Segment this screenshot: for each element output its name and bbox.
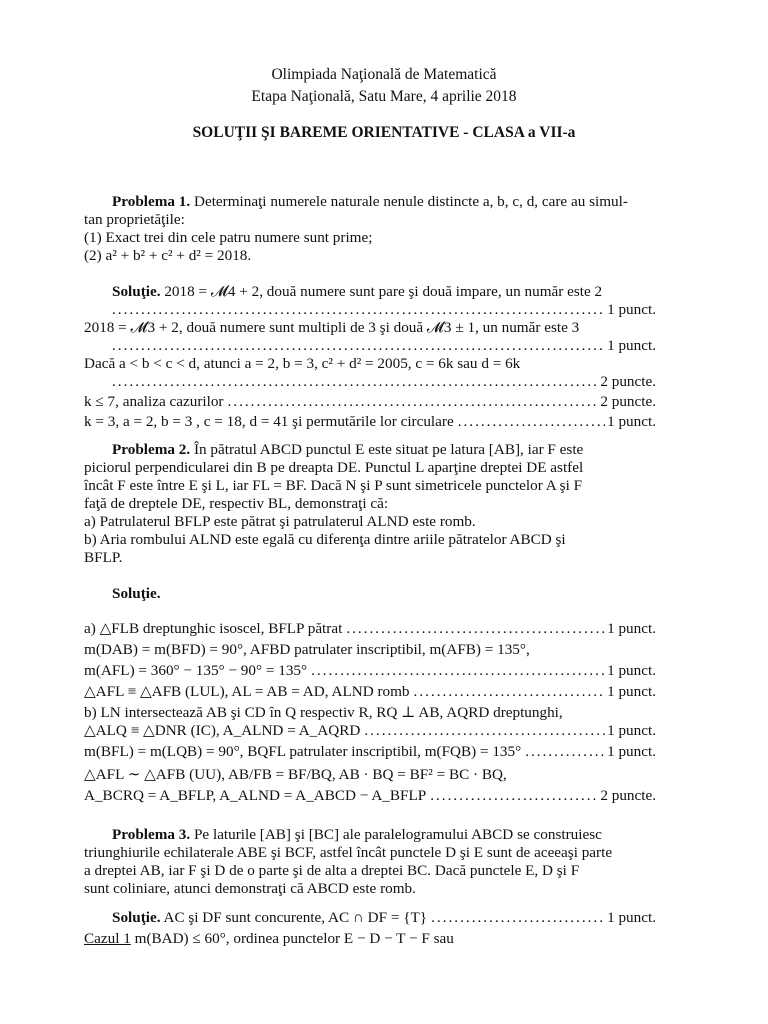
problem3-statement-line1: Problema 3. Pe laturile [AB] şi [BC] ale paralelogramului ABCD se construiesc <box>112 826 602 843</box>
problem2-solution-line8: △AFL ∼ △AFB (UU), AB/FB = BF/BQ, AB · BQ = BF² = BC · BQ, <box>84 766 507 783</box>
problem3-solution-label: Soluţie. <box>112 909 161 926</box>
document-title: SOLUŢII ŞI BAREME ORIENTATIVE - CLASA a VII-a <box>192 124 576 141</box>
problem2-solution-line3: m(AFL) = 360° − 135° − 90° = 135° ..... 1 punct. <box>84 662 656 680</box>
problem2-solution-line1: a) △FLB dreptunghic isoscel, BFLP pătrat ..... 1 punct. <box>84 620 656 638</box>
problem3-statement-line3: a dreptei AB, iar F şi D de o parte şi de alta a dreptei BC. Dacă punctele E, D şi F <box>84 862 580 879</box>
problem1-score-2: ..... 1 punct. <box>112 337 656 355</box>
olympiad-stage: Etapa Naţională, Satu Mare, 4 aprilie 2018 <box>251 88 517 105</box>
problem1-condition-2: (2) a² + b² + c² + d² = 2018. <box>84 247 252 264</box>
problem1-label: Problema 1. <box>112 193 191 210</box>
problem1-score-1: ..... 1 punct. <box>112 301 656 319</box>
problem2-solution-label: Soluţie. <box>112 585 161 602</box>
problem1-solution-line2: 2018 = 𝓜3 + 2, două numere sunt multipli de 3 şi două 𝓜3 ± 1, un număr este 3 <box>84 319 580 336</box>
problem2-statement-line2: piciorul perpendicularei din B pe dreapta DE. Punctul L aparţine dreptei DE astfel <box>84 459 584 476</box>
problem1-solution-line3: Dacă a < b < c < d, atunci a = 2, b = 3, c² + d² = 2005, c = 6k sau d = 6k <box>84 355 521 372</box>
problem2-solution-line9: A_BCRQ = A_BFLP, A_ALND = A_ABCD − A_BFLP ..... 2 puncte. <box>84 787 656 805</box>
problem2-part-b-line2: BFLP. <box>84 549 123 566</box>
problem3-statement-line2: triunghiurile echilaterale ABE şi BCF, astfel încât punctele D şi E sunt de aceeaşi parte <box>84 844 613 861</box>
problem1-solution-label: Soluţie. <box>112 283 161 300</box>
problem3-solution-line1: Soluţie. AC şi DF sunt concurente, AC ∩ DF = {T} ..... 1 punct. <box>112 909 656 927</box>
problem3-label: Problema 3. <box>112 826 191 843</box>
problem2-solution-line4: △AFL ≡ △AFB (LUL), AL = AB = AD, ALND romb ..... 1 punct. <box>84 683 656 701</box>
problem1-condition-1: (1) Exact trei din cele patru numere sunt prime; <box>84 229 373 246</box>
problem1-solution-line5: k = 3, a = 2, b = 3 , c = 18, d = 41 şi permutările lor circulare ..... 1 punct. <box>84 413 656 431</box>
problem2-solution-line7: m(BFL) = m(LQB) = 90°, BQFL patrulater inscriptibil, m(FQB) = 135° ..... 1 punct. <box>84 743 656 761</box>
problem2-solution-line6: △ALQ ≡ △DNR (IC), A_ALND = A_AQRD ..... 1 punct. <box>84 722 656 740</box>
problem1-statement-line2: tan proprietăţile: <box>84 211 185 228</box>
problem2-statement-line4: faţă de dreptele DE, respectiv BL, demonstraţi că: <box>84 495 389 512</box>
problem2-part-a: a) Patrulaterul BFLP este pătrat şi patrulaterul ALND este romb. <box>84 513 476 530</box>
problem1-statement-line1: Problema 1. Determinaţi numerele naturale nenule distincte a, b, c, d, care au simul- <box>112 193 628 210</box>
problem2-label: Problema 2. <box>112 441 191 458</box>
problem3-statement-line4: sunt coliniare, atunci demonstraţi că ABCD este romb. <box>84 880 416 897</box>
problem1-solution-line4: k ≤ 7, analiza cazurilor ..... 2 puncte. <box>84 393 656 411</box>
problem2-solution-line2: m(DAB) = m(BFD) = 90°, AFBD patrulater inscriptibil, m(AFB) = 135°, <box>84 641 530 658</box>
problem2-solution-line5: b) LN intersectează AB şi CD în Q respectiv R, RQ ⊥ AB, AQRD dreptunghi, <box>84 704 563 721</box>
problem1-score-3: ..... 2 puncte. <box>112 373 656 391</box>
case-1-label: Cazul 1 <box>84 930 131 947</box>
problem3-solution-line2: Cazul 1 m(BAD) ≤ 60°, ordinea punctelor E − D − T − F sau <box>84 930 454 947</box>
problem2-part-b-line1: b) Aria rombului ALND este egală cu diferenţa dintre ariile pătratelor ABCD şi <box>84 531 566 548</box>
problem2-statement-line3: încât F este între E şi L, iar FL = BF. Dacă N şi P sunt simetricele punctelor A şi F <box>84 477 583 494</box>
problem2-statement-line1: Problema 2. În pătratul ABCD punctul E este situat pe latura [AB], iar F este <box>112 441 584 458</box>
problem1-solution-line1: Soluţie. 2018 = 𝓜4 + 2, două numere sunt pare şi două impare, un număr este 2 <box>112 283 603 300</box>
olympiad-title: Olimpiada Naţională de Matematică <box>271 66 497 83</box>
